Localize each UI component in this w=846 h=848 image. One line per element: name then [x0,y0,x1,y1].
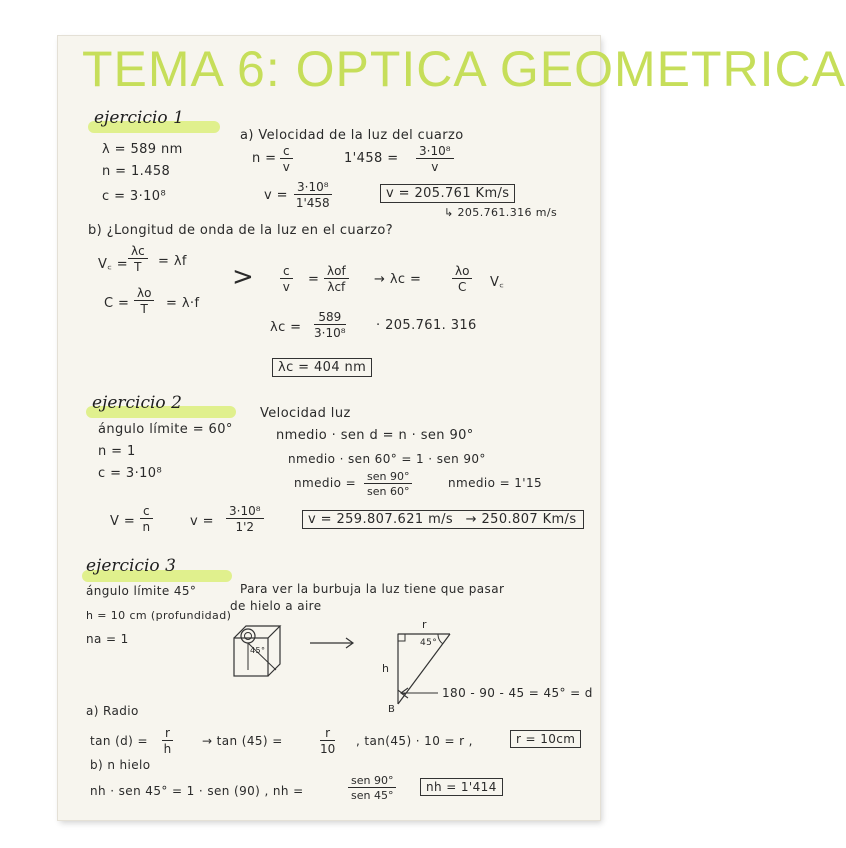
numerator: 3·10⁸ [294,180,332,195]
numerator: c [280,264,293,279]
ej1-b-lf: = λf [158,254,187,269]
ej1-heading: ejercicio 1 [94,108,184,128]
ej2-eq3-fraction [364,470,412,498]
numerator: λof [324,264,349,279]
ej1-a-fraction-3e8-v [416,144,454,174]
ej3-h: h = 10 cm (profundidad) [86,609,232,622]
ej3-desc2: de hielo a aire [230,599,322,613]
ej2-result-ms: v = 259.807.621 m/s [308,512,454,527]
ej3-a-fraction-r-h [162,726,173,756]
ej2-v1-fraction [140,504,153,534]
ej1-lambda: λ = 589 nm [102,142,183,157]
ej2-v2-fraction [226,504,264,534]
ej3-tri-eq: 180 - 90 - 45 = 45° = d [442,686,593,700]
denominator: v [282,280,290,294]
ej3-b-result: nh = 1'414 [420,778,503,796]
denominator: h [163,742,172,756]
ej2-eq3-left: nmedio = [294,476,357,490]
numerator: sen 90° [364,470,412,484]
denominator: sen 45° [351,789,394,802]
ej1-b-fraction-l0-c [452,264,472,294]
numerator: sen 90° [348,774,396,788]
ej1-b-fraction-lc-T [128,244,148,274]
numerator: r [162,726,173,741]
ej3-b-fraction [348,774,396,802]
numerator: c [140,504,153,519]
ej2-result-kms: → 250.807 Km/s [465,512,577,527]
ej3-cube-angle: 45° [250,646,266,655]
ej1-a-title: a) Velocidad de la luz del cuarzo [240,128,464,143]
ej3-tri-r: r [422,618,427,631]
ej1-b-fraction-589 [314,310,346,340]
ej2-n: n = 1 [98,444,136,459]
ej1-b-lf2: = λ·f [166,296,200,311]
ej3-tri-B: B [388,704,396,715]
ej1-b-title: b) ¿Longitud de onda de la luz en el cuarzo? [88,223,394,238]
ej3-angulo: ángulo límite 45° [86,584,197,598]
ej3-a-title: a) Radio [86,704,139,718]
ej2-eq3-right: nmedio = 1'15 [448,476,543,490]
ej1-b-gt: > [232,262,255,292]
ej2-angulo: ángulo límite = 60° [98,422,233,437]
ej2-heading: ejercicio 2 [92,393,182,413]
ej1-a-fraction-c-v [280,144,293,174]
ej1-b-lc-eq: λc = [270,320,302,335]
numerator: 3·10⁸ [226,504,264,519]
ej3-heading: ejercicio 3 [86,556,176,576]
ej1-b-vc2: V꜀ [490,275,505,290]
denominator: 3·10⁸ [314,326,346,340]
ej3-b-title: b) n hielo [90,758,151,772]
ej1-b-fraction-lof [324,264,349,294]
ej1-a-1458: 1'458 = [344,151,399,166]
ej1-b-vc: V꜀ = [98,257,129,272]
ej1-b-eq: = [308,272,320,287]
notebook-page [58,36,846,820]
numerator: λc [128,244,148,259]
left-arrow-icon [398,687,440,699]
denominator: 1'2 [235,520,255,534]
ej1-b-result: λc = 404 nm [272,358,372,377]
ej1-b-c: C = [104,296,130,311]
ej2-c: c = 3·10⁸ [98,466,163,481]
ej2-v2-left: v = [190,514,214,529]
ej2-eq1: nmedio · sen d = n · sen 90° [276,428,474,443]
ej2-vel-title: Velocidad luz [260,406,351,421]
ej1-b-mult: · 205.761. 316 [376,318,477,333]
ej3-a-arrow: → tan (45) = [202,734,283,748]
denominator: v [282,160,290,174]
ej1-a-fraction-v [294,180,332,210]
denominator: λcf [327,280,346,294]
ej3-a-fraction-r-10 [320,726,335,756]
numerator: 3·10⁸ [416,144,454,159]
ej2-result [302,510,584,529]
numerator: c [280,144,293,159]
denominator: 10 [320,742,336,756]
denominator: T [134,260,142,274]
denominator: T [140,302,148,316]
ej1-n: n = 1.458 [102,164,171,179]
ej3-tri-h: h [382,662,390,675]
denominator: n [142,520,151,534]
numerator: 589 [314,310,346,325]
ej1-a-v-left: v = [264,188,288,203]
page-title: TEMA 6: OPTICA GEOMETRICA [82,41,846,97]
denominator: 1'458 [295,196,330,210]
ej3-a-rest: , tan(45) · 10 = r , [356,734,473,748]
ej3-desc1: Para ver la burbuja la luz tiene que pasar [240,582,505,596]
right-arrow-icon [308,636,358,650]
ej1-a-n-left: n = [252,151,277,166]
ej1-b-fraction-c-v [280,264,293,294]
ej1-a-result-ms: ↳ 205.761.316 m/s [444,206,558,219]
numerator: r [320,726,335,741]
ej1-c: c = 3·10⁸ [102,189,167,204]
ej2-eq2: nmedio · sen 60° = 1 · sen 90° [288,452,486,466]
ej3-na: na = 1 [86,632,129,646]
ej3-a-tan: tan (d) = [90,734,148,748]
numerator: λo [452,264,472,279]
ej3-a-result: r = 10cm [510,730,581,748]
ej1-b-fraction-l0-T [134,286,154,316]
ej1-a-result: v = 205.761 Km/s [380,184,515,203]
denominator: C [458,280,467,294]
numerator: λo [134,286,154,301]
ej3-tri-45: 45° [420,638,438,648]
ej3-b-eq: nh · sen 45° = 1 · sen (90) , nh = [90,784,304,798]
denominator: v [431,160,439,174]
ej2-v1-left: V = [110,514,136,529]
denominator: sen 60° [367,485,410,498]
ej1-b-arrow: → λc = [374,272,422,287]
